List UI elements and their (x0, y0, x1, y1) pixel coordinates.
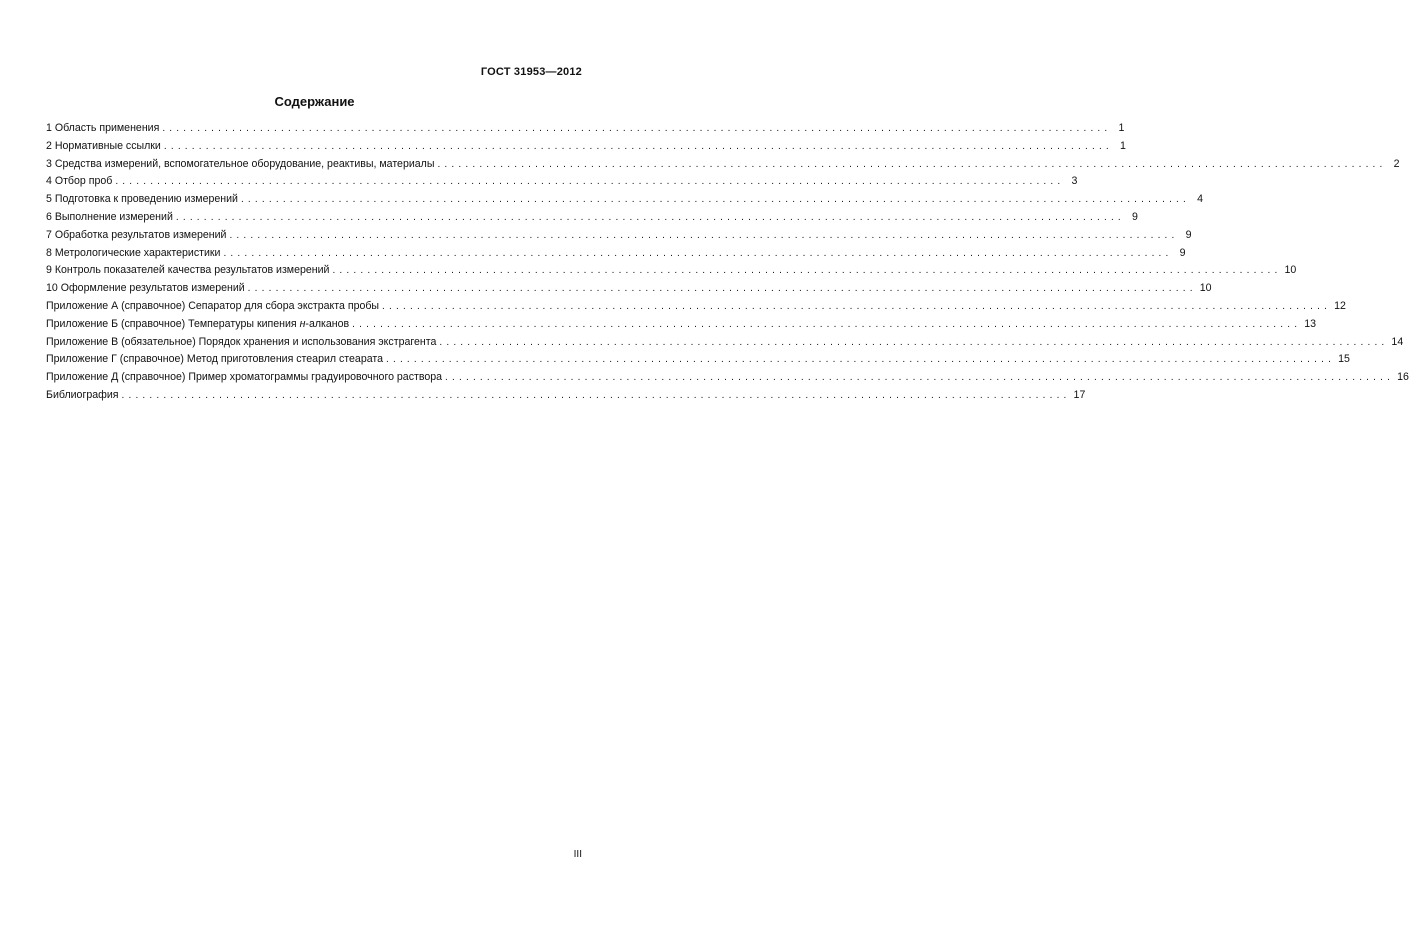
toc-item-page: 4 (1197, 193, 1204, 206)
toc-item-page: 14 (1391, 335, 1404, 348)
toc-item-page: 15 (1338, 353, 1350, 366)
toc-item-page: 3 (1071, 175, 1078, 188)
toc-item-7[interactable] (46, 227, 1192, 245)
toc-item-page: 9 (1179, 246, 1186, 259)
toc-dot-leader: ........................................................................................................................................ (162, 123, 1112, 134)
toc-dot-leader: ........................................................................................................................................ (382, 300, 1332, 312)
toc-item-page: 12 (1334, 299, 1346, 312)
toc-item-label: 10 Оформление результатов измерений (46, 282, 245, 295)
toc-dot-leader: ........................................................................................................................................ (223, 247, 1173, 259)
toc-item-10[interactable] (46, 280, 1212, 298)
toc-item-label: Приложение А (справочное) Сепаратор для сбора экстракта пробы (46, 299, 380, 312)
toc-dot-leader: ........................................................................................................................................ (332, 265, 1282, 277)
toc-item-page: 9 (1132, 210, 1138, 223)
toc-item-appendix-g[interactable] (46, 351, 1350, 369)
toc-item-label: Приложение Д (справочное) Пример хроматограммы градуировочного раствора (46, 371, 443, 384)
toc-dot-leader: ........................................................................................................................................ (115, 176, 1065, 188)
toc-dot-leader: ........................................................................................................................................ (386, 354, 1336, 366)
toc-dot-leader: ........................................................................................................................................ (229, 229, 1179, 241)
toc-item-page: 10 (1284, 264, 1297, 277)
toc-item-1[interactable] (46, 120, 1125, 138)
toc-item-page: 17 (1073, 388, 1086, 401)
toc-item-label: 8 Метрологические характеристики (46, 246, 221, 259)
toc-item-9[interactable] (46, 262, 1297, 280)
toc-item-label: Приложение В (обязательное) Порядок хранения и использования экстрагента (46, 335, 437, 348)
toc-item-appendix-a[interactable] (46, 298, 1346, 316)
toc-item-5[interactable] (46, 191, 1204, 209)
toc-item-page: 1 (1120, 139, 1126, 152)
toc-item-2[interactable] (46, 138, 1126, 156)
toc-item-page: 16 (1397, 371, 1409, 384)
toc-item-appendix-b[interactable] (46, 316, 1317, 334)
toc-item-appendix-d[interactable] (46, 369, 1409, 387)
toc-dot-leader: ........................................................................................................................................ (240, 194, 1191, 206)
toc-item-3[interactable] (46, 156, 1400, 174)
toc-dot-leader: ........................................................................................................................................ (352, 318, 1302, 330)
toc-item-label-prefix: Приложение Б (справочное) Температуры кипения (46, 317, 300, 330)
toc-item-label: 4 Отбор проб (46, 175, 113, 188)
document-code: ГОСТ 31953—2012 (480, 66, 582, 78)
toc-item-6[interactable] (46, 209, 1138, 227)
toc-item-label-suffix: -алканов (305, 317, 350, 330)
toc-item-page: 2 (1393, 157, 1400, 170)
toc-item-label: 1 Область применения (46, 122, 160, 134)
toc-title: Содержание (274, 94, 355, 109)
toc-item-4[interactable] (46, 173, 1078, 191)
toc-item-8[interactable] (46, 245, 1186, 263)
toc-item-page: 1 (1118, 122, 1125, 134)
toc-item-label (46, 316, 349, 334)
toc-item-label: 6 Выполнение измерений (46, 210, 173, 223)
page-number: III (573, 849, 582, 860)
table-of-contents (46, 120, 1409, 405)
toc-dot-leader: ........................................................................................................................................ (437, 158, 1387, 170)
toc-item-label: 5 Подготовка к проведению измерений (46, 193, 238, 206)
toc-item-label-italic: н (299, 317, 306, 330)
toc-dot-leader: ........................................................................................................................................ (439, 336, 1389, 348)
toc-item-page: 9 (1185, 228, 1192, 241)
toc-item-label: 7 Обработка результатов измерений (46, 228, 227, 241)
toc-item-label: 3 Средства измерений, вспомогательное оборудование, реактивы, материалы (46, 157, 435, 170)
toc-item-bibliography[interactable] (46, 387, 1086, 405)
toc-dot-leader: ........................................................................................................................................ (163, 140, 1113, 152)
toc-item-appendix-v[interactable] (46, 334, 1404, 352)
toc-item-label: 9 Контроль показателей качества результатов измерений (46, 264, 330, 277)
toc-item-page: 10 (1199, 282, 1212, 295)
toc-item-label: Приложение Г (справочное) Метод приготовления стеарил стеарата (46, 353, 383, 366)
toc-dot-leader: ........................................................................................................................................ (121, 389, 1071, 401)
toc-dot-leader: ........................................................................................................................................ (175, 211, 1125, 223)
toc-dot-leader: ........................................................................................................................................ (445, 372, 1395, 384)
toc-item-label: Библиография (46, 388, 119, 401)
toc-item-label: 2 Нормативные ссылки (46, 139, 161, 152)
toc-dot-leader: ........................................................................................................................................ (247, 283, 1197, 295)
toc-item-page: 13 (1304, 317, 1317, 330)
